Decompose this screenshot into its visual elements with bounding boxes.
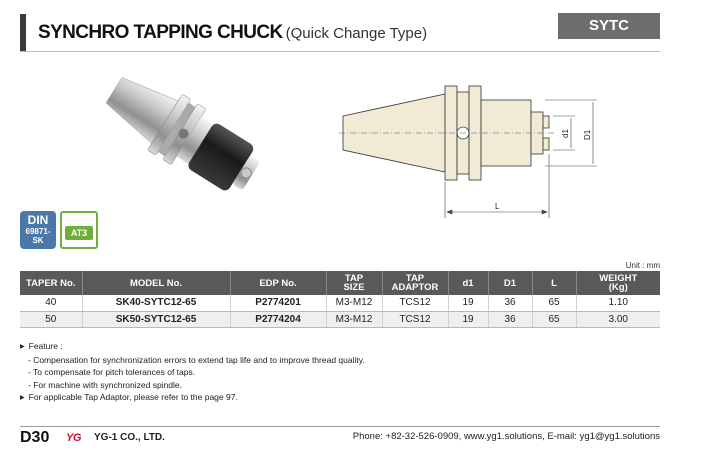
th-edp: EDP No. [230, 271, 326, 295]
th-tap-size [326, 271, 382, 295]
yg1-logo: YG [66, 432, 81, 444]
feature-item: - For machine with synchronized spindle. [28, 379, 183, 390]
th-tap-adaptor [382, 271, 448, 295]
product-title: SYNCHRO TAPPING CHUCK [38, 22, 283, 43]
at3-tolerance-badge [60, 211, 98, 249]
product-photo [90, 62, 280, 212]
th-tap-size-line1: TAP [344, 273, 364, 284]
tap-adaptor-note: ▶ For applicable Tap Adaptor, please refer to the page 97. [20, 391, 365, 405]
cell-edp: P2774204 [230, 311, 326, 327]
cell-tap-size: M3-M12 [326, 295, 382, 311]
cell-d1: 19 [448, 311, 488, 327]
cell-L: 65 [532, 311, 576, 327]
cell-d1: 19 [448, 295, 488, 311]
cell-D1: 36 [488, 311, 532, 327]
th-tap-adaptor-line2: ADAPTOR [391, 282, 439, 293]
th-weight-line2: (Kg) [608, 282, 628, 293]
contact-info: Phone: +82-32-526-0909, www.yg1.solutions, E-mail: yg1@yg1.solutions [352, 431, 660, 442]
cell-taper: 50 [20, 311, 82, 327]
features-heading: ▶ Feature : [20, 340, 365, 354]
th-d1: d1 [448, 271, 488, 295]
table-row [20, 295, 660, 311]
product-code-badge: SYTC [558, 13, 660, 39]
spec-table [20, 271, 660, 328]
table-header-row [20, 271, 660, 295]
cell-model: SK50-SYTC12-65 [82, 311, 230, 327]
din-sk: SK [32, 236, 44, 245]
dim-label-l: L [495, 202, 500, 211]
unit-label: Unit : mm [625, 261, 660, 270]
page-title [38, 22, 427, 44]
din-number: 69871- [25, 227, 51, 236]
footer-divider [20, 426, 660, 427]
th-tap-size-line2: SIZE [343, 282, 365, 293]
at3-label: AT3 [65, 226, 93, 240]
cell-L: 65 [532, 295, 576, 311]
cell-D1: 36 [488, 295, 532, 311]
title-accent-bar [20, 14, 26, 52]
cell-weight: 1.10 [576, 295, 660, 311]
din-standard-badge [20, 211, 56, 249]
th-weight-line1: WEIGHT [599, 273, 638, 284]
features-section [20, 340, 365, 405]
th-weight [576, 271, 660, 295]
cell-tap-adaptor: TCS12 [382, 295, 448, 311]
th-taper: TAPER No. [20, 271, 82, 295]
th-D1: D1 [488, 271, 532, 295]
dim-label-d1: d1 [561, 129, 570, 138]
cell-tap-size: M3-M12 [326, 311, 382, 327]
table-row [20, 311, 660, 327]
cell-tap-adaptor: TCS12 [382, 311, 448, 327]
feature-item: - To compensate for pitch tolerances of taps. [28, 367, 196, 378]
feature-item: - Compensation for synchronization errors to extend tap life and to improve thread quality. [28, 354, 365, 365]
cell-weight: 3.00 [576, 311, 660, 327]
company-name: YG-1 CO., LTD. [94, 432, 165, 443]
cell-edp: P2774201 [230, 295, 326, 311]
th-model: MODEL No. [82, 271, 230, 295]
din-label: DIN [27, 213, 49, 227]
dim-label-D1: D1 [583, 129, 592, 140]
page-number: D30 [20, 429, 50, 446]
cell-taper: 40 [20, 295, 82, 311]
th-tap-adaptor-line1: TAP [405, 273, 425, 284]
th-L: L [532, 271, 576, 295]
cell-model: SK40-SYTC12-65 [82, 295, 230, 311]
title-divider [20, 51, 660, 52]
technical-drawing [335, 78, 625, 218]
product-subtitle: (Quick Change Type) [285, 25, 428, 42]
